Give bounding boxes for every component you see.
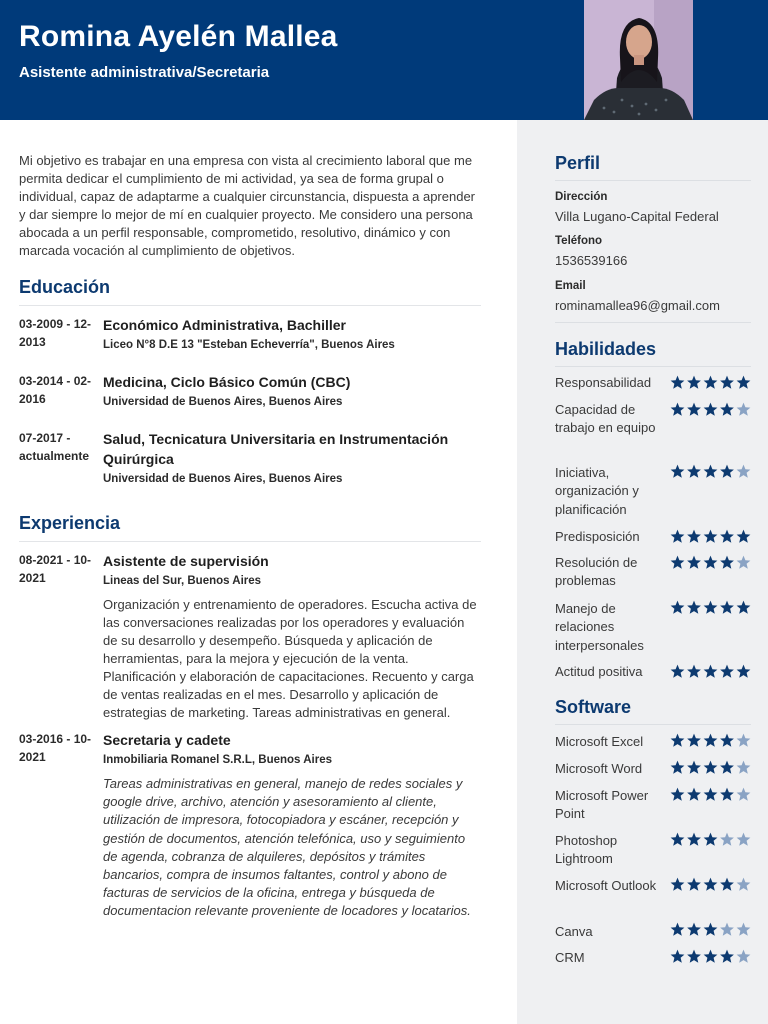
experience-company: Inmobiliaria Romanel S.R.L, Buenos Aires [103,754,332,767]
star-filled-icon [704,403,718,416]
star-filled-icon [720,403,734,416]
star-empty-icon [737,465,751,478]
profile-divider [555,180,751,181]
software-heading: Software [555,697,632,717]
star-filled-icon [720,761,734,774]
software-rating [670,922,754,938]
star-rating-icons [670,832,754,847]
education-title: Salud, Tecnicatura Universitaria en Instrumentación Quirúrgica [103,430,449,467]
star-filled-icon [720,665,734,678]
software-rating [670,760,754,776]
education-list [19,306,481,501]
skill-label: Predisposición [555,529,640,544]
experience-title: Asistente de supervisión [103,552,269,569]
star-filled-icon [671,761,685,774]
star-filled-icon [704,761,718,774]
star-filled-icon [704,530,718,543]
education-date: 07-2017 - actualmente [19,430,90,463]
star-filled-icon [720,878,734,891]
star-rating-icons [670,402,754,417]
experience-heading: Experiencia [19,513,481,542]
star-filled-icon [671,376,685,389]
star-filled-icon [704,734,718,747]
star-empty-icon [720,833,734,846]
email-label: Email [555,280,586,292]
star-filled-icon [720,465,734,478]
star-filled-icon [720,601,734,614]
skill-rating [670,529,754,545]
software-label: Microsoft Power Point [555,788,649,822]
profile-heading: Perfil [555,153,601,173]
software-label: Microsoft Excel [555,734,644,749]
star-filled-icon [737,665,751,678]
star-filled-icon [687,556,701,569]
star-rating-icons [670,529,754,544]
skill-rating [670,402,754,418]
star-filled-icon [720,376,734,389]
star-filled-icon [671,530,685,543]
skill-label: Iniciativa, organización y planificación [555,465,639,517]
star-filled-icon [671,788,685,801]
star-rating-icons [670,877,754,892]
star-empty-icon [737,878,751,891]
star-rating-icons [670,949,754,964]
star-filled-icon [671,601,685,614]
star-empty-icon [737,788,751,801]
software-rating [670,787,754,803]
star-filled-icon [704,601,718,614]
star-filled-icon [720,556,734,569]
star-filled-icon [687,465,701,478]
star-filled-icon [687,950,701,963]
skills-heading: Habilidades [555,339,657,359]
software-rating [670,832,754,848]
skill-label: Capacidad de trabajo en equipo [555,402,656,436]
star-filled-icon [687,833,701,846]
star-filled-icon [671,465,685,478]
education-item [19,372,481,429]
star-filled-icon [687,665,701,678]
experience-date: 03-2016 - 10-2021 [19,732,92,765]
skill-label: Responsabilidad [555,375,652,390]
software-rating [670,949,754,965]
experience-item [19,730,481,920]
star-rating-icons [670,464,754,479]
star-filled-icon [687,878,701,891]
star-filled-icon [704,878,718,891]
star-filled-icon [671,878,685,891]
star-filled-icon [671,403,685,416]
education-title: Medicina, Ciclo Básico Común (CBC) [103,373,351,390]
star-rating-icons [670,600,754,615]
email-value: rominamallea96@gmail.com [555,298,720,313]
resume-header [0,0,768,120]
star-filled-icon [671,665,685,678]
skill-label: Manejo de relaciones interpersonales [555,601,644,653]
software-label: Canva [555,924,593,939]
address-label: Dirección [555,191,608,203]
profile-bottom-divider [555,322,751,323]
star-rating-icons [670,787,754,802]
software-rating [670,733,754,749]
star-filled-icon [720,788,734,801]
address-value: Villa Lugano-Capital Federal [555,209,719,224]
software-label: Microsoft Word [555,761,643,776]
experience-description: Tareas administrativas en general, manejo de redes sociales y google drive, archivo, atención y asesoramiento al cliente, utilización de impresora, fotocopiadora y escáner, recepción y gestión de documentos, atención telefónica, uso y seguimiento de agenda, cobranza de alquileres, depósitos y trámites bancarios, compra de insumos faltantes, control y abono de facturas de servicios de la oficina, entrega y búsqueda de documentacion relevante proveniente de locadores y locatarios. [103,776,471,918]
experience-company: Lineas del Sur, Buenos Aires [103,574,262,587]
star-rating-icons [670,922,754,937]
skill-rating [670,464,754,480]
software-divider [555,724,751,725]
skill-rating [670,600,754,616]
experience-date: 08-2021 - 10-2021 [19,552,92,585]
education-heading: Educación [19,277,481,306]
star-filled-icon [704,788,718,801]
star-empty-icon [720,923,734,936]
star-filled-icon [737,530,751,543]
star-filled-icon [671,833,685,846]
star-filled-icon [671,734,685,747]
star-filled-icon [704,950,718,963]
education-date: 03-2014 - 02-2016 [19,373,92,406]
star-filled-icon [704,665,718,678]
phone-label: Teléfono [555,235,603,247]
star-filled-icon [737,601,751,614]
star-filled-icon [687,761,701,774]
star-filled-icon [720,530,734,543]
star-filled-icon [687,788,701,801]
star-filled-icon [720,734,734,747]
education-item [19,315,481,372]
software-label: Microsoft Outlook [555,878,657,893]
profile-photo [584,0,693,120]
star-filled-icon [720,950,734,963]
star-filled-icon [704,556,718,569]
education-school: Liceo N°8 D.E 13 "Esteban Echeverría", Buenos Aires [103,338,395,351]
education-title: Económico Administrativa, Bachiller [103,316,346,333]
experience-list [19,542,481,920]
candidate-role: Asistente administrativa/Secretaria [19,64,270,81]
experience-item [19,551,481,723]
skill-label: Resolución de problemas [555,555,638,589]
star-filled-icon [704,376,718,389]
software-label: CRM [555,950,585,965]
star-rating-icons [670,733,754,748]
skill-label: Actitud positiva [555,664,643,679]
star-rating-icons [670,760,754,775]
star-filled-icon [687,403,701,416]
experience-title: Secretaria y cadete [103,732,231,749]
software-label: Photoshop Lightroom [555,833,618,867]
star-rating-icons [670,375,754,390]
star-empty-icon [737,761,751,774]
objective-text: Mi objetivo es trabajar en una empresa con vista al crecimiento laboral que me permita dedicar el cumplimiento de mi actividad, ya sea de forma grupal o individual, capaz de adaptarme a cualquier circunstancia, dispuesta a aprender y dar siempre lo mejor de mí en cualquier proyecto. Me considero una persona abocada a un perfil responsable, comprometido, resolutivo, dinámico y con marcada vocación al cumplimiento de objetivos. [19,153,476,259]
star-filled-icon [671,556,685,569]
star-rating-icons [670,555,754,570]
star-empty-icon [737,556,751,569]
candidate-name: Romina Ayelén Mallea [19,20,338,53]
experience-description: Organización y entrenamiento de operadores. Escucha activa de las conversaciones realizadas por los operadores y evaluación de su desarrollo y desempeño. Búsqueda y aplicación de herramientas, para la mejora y ejecución de la venta. Planificación y elaboración de capacitaciones. Recuento y carga de ventas realizadas en el mes. Desarrollo y aplicación de estrategias de marketing. Tareas administrativas en general. [103,596,477,721]
education-item [19,429,481,501]
education-school: Universidad de Buenos Aires, Buenos Aires [103,395,343,408]
star-filled-icon [704,833,718,846]
phone-value: 1536539166 [555,253,628,268]
star-empty-icon [737,403,751,416]
star-filled-icon [704,923,718,936]
star-rating-icons [670,664,754,679]
skill-rating [670,555,754,571]
skill-rating [670,664,754,680]
star-filled-icon [687,734,701,747]
star-filled-icon [687,923,701,936]
star-filled-icon [687,530,701,543]
education-date: 03-2009 - 12-2013 [19,316,92,349]
star-filled-icon [737,376,751,389]
star-filled-icon [671,923,685,936]
education-school: Universidad de Buenos Aires, Buenos Aires [103,472,343,485]
star-filled-icon [704,465,718,478]
star-empty-icon [737,923,751,936]
star-filled-icon [671,950,685,963]
star-empty-icon [737,950,751,963]
star-filled-icon [687,601,701,614]
skills-divider [555,366,751,367]
software-rating [670,877,754,893]
star-empty-icon [737,734,751,747]
main-column [19,152,481,920]
star-empty-icon [737,833,751,846]
skill-rating [670,375,754,391]
star-filled-icon [687,376,701,389]
